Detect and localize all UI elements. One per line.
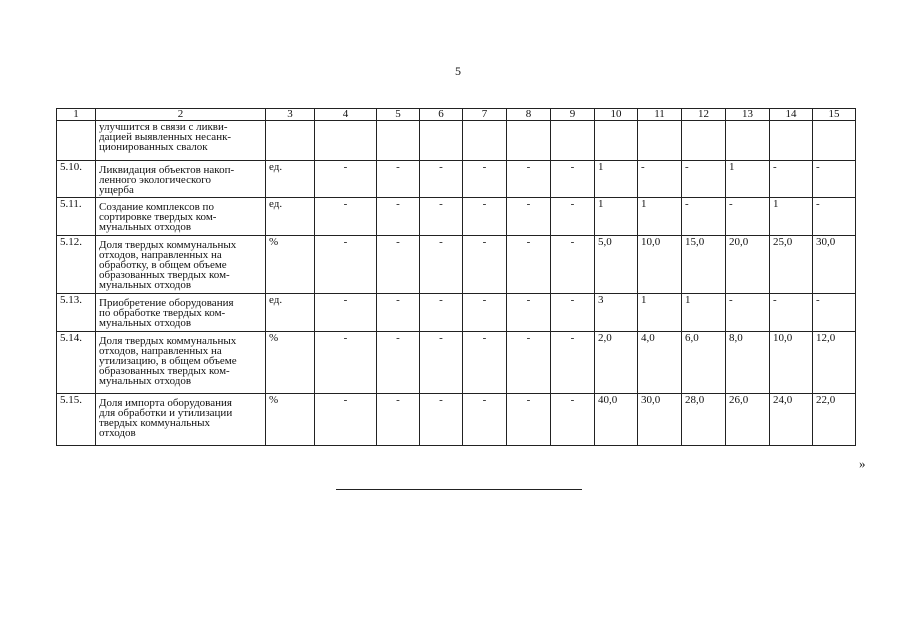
description-line: Создание комплексов по: [99, 201, 214, 213]
column-header-13: 13: [726, 109, 770, 121]
row-number: 5.15.: [57, 394, 96, 446]
value-cell-col-14: [770, 121, 813, 161]
column-header-8: 8: [507, 109, 551, 121]
value-cell-col-8: -: [507, 161, 551, 198]
table-row: [57, 236, 856, 294]
value-cell-col-15: 22,0: [813, 394, 856, 446]
value-cell-col-6: [420, 121, 463, 161]
indicators-table: [56, 108, 856, 446]
table-row: [57, 394, 856, 446]
value-cell-col-14: 10,0: [770, 332, 813, 394]
table-row: [57, 198, 856, 236]
value-cell-col-8: -: [507, 236, 551, 294]
row-unit: %: [266, 332, 315, 394]
row-number: 5.14.: [57, 332, 96, 394]
description-line: сортировке твердых ком-: [99, 211, 217, 223]
value-cell-col-15: 12,0: [813, 332, 856, 394]
value-cell-col-8: -: [507, 294, 551, 332]
value-cell-col-12: 15,0: [682, 236, 726, 294]
column-header-12: 12: [682, 109, 726, 121]
value-cell-col-7: -: [463, 394, 507, 446]
table-row: [57, 121, 856, 161]
row-number: 5.10.: [57, 161, 96, 198]
value-cell-col-4: -: [315, 332, 377, 394]
value-cell-col-13: [726, 121, 770, 161]
value-cell-col-11: [638, 121, 682, 161]
row-description: [96, 198, 266, 236]
end-divider-line: [336, 489, 582, 490]
column-header-10: 10: [595, 109, 638, 121]
column-header-5: 5: [377, 109, 420, 121]
value-cell-col-4: -: [315, 294, 377, 332]
value-cell-col-6: -: [420, 198, 463, 236]
value-cell-col-4: [315, 121, 377, 161]
description-line: Доля твердых коммунальных: [99, 335, 237, 347]
value-cell-col-5: -: [377, 294, 420, 332]
description-line: твердых коммунальных: [99, 417, 211, 429]
description-line: образованных твердых ком-: [99, 269, 230, 281]
value-cell-col-8: [507, 121, 551, 161]
value-cell-col-4: -: [315, 236, 377, 294]
value-cell-col-9: -: [551, 236, 595, 294]
row-description: [96, 161, 266, 198]
value-cell-col-10: 3: [595, 294, 638, 332]
value-cell-col-11: 30,0: [638, 394, 682, 446]
value-cell-col-14: -: [770, 161, 813, 198]
value-cell-col-5: -: [377, 236, 420, 294]
row-unit: [266, 121, 315, 161]
row-unit: %: [266, 236, 315, 294]
description-line: утилизацию, в общем объеме: [99, 355, 237, 367]
value-cell-col-9: -: [551, 394, 595, 446]
description-line: отходов, направленных на: [99, 249, 222, 261]
value-cell-col-11: 1: [638, 294, 682, 332]
column-header-15: 15: [813, 109, 856, 121]
column-header-7: 7: [463, 109, 507, 121]
value-cell-col-7: -: [463, 294, 507, 332]
value-cell-col-12: 28,0: [682, 394, 726, 446]
description-line: по обработке твердых ком-: [99, 307, 226, 319]
value-cell-col-9: -: [551, 161, 595, 198]
value-cell-col-10: 1: [595, 161, 638, 198]
description-line: ленного экологического: [99, 174, 211, 186]
value-cell-col-13: -: [726, 198, 770, 236]
description-line: ущерба: [99, 184, 134, 196]
row-description: [96, 294, 266, 332]
description-line: образованных твердых ком-: [99, 365, 230, 377]
value-cell-col-12: -: [682, 198, 726, 236]
value-cell-col-6: -: [420, 332, 463, 394]
value-cell-col-5: -: [377, 394, 420, 446]
value-cell-col-10: 40,0: [595, 394, 638, 446]
value-cell-col-6: -: [420, 236, 463, 294]
value-cell-col-6: -: [420, 394, 463, 446]
description-line: Ликвидация объектов накоп-: [99, 164, 235, 176]
value-cell-col-5: -: [377, 198, 420, 236]
value-cell-col-10: 1: [595, 198, 638, 236]
value-cell-col-13: -: [726, 294, 770, 332]
value-cell-col-12: 6,0: [682, 332, 726, 394]
value-cell-col-7: -: [463, 332, 507, 394]
value-cell-col-12: 1: [682, 294, 726, 332]
value-cell-col-9: -: [551, 294, 595, 332]
value-cell-col-15: -: [813, 294, 856, 332]
value-cell-col-15: -: [813, 161, 856, 198]
description-line: ционированных свалок: [99, 141, 208, 153]
table-row: [57, 294, 856, 332]
value-cell-col-10: [595, 121, 638, 161]
value-cell-col-12: -: [682, 161, 726, 198]
row-unit: %: [266, 394, 315, 446]
value-cell-col-11: 4,0: [638, 332, 682, 394]
value-cell-col-11: 10,0: [638, 236, 682, 294]
value-cell-col-9: [551, 121, 595, 161]
description-line: улучшится в связи с ликви-: [99, 121, 228, 133]
value-cell-col-13: 20,0: [726, 236, 770, 294]
value-cell-col-11: 1: [638, 198, 682, 236]
row-unit: ед.: [266, 198, 315, 236]
value-cell-col-13: 8,0: [726, 332, 770, 394]
column-header-4: 4: [315, 109, 377, 121]
description-line: мунальных отходов: [99, 279, 192, 291]
value-cell-col-14: 1: [770, 198, 813, 236]
page-number: 5: [455, 64, 461, 78]
value-cell-col-11: -: [638, 161, 682, 198]
column-header-3: 3: [266, 109, 315, 121]
value-cell-col-12: [682, 121, 726, 161]
value-cell-col-5: [377, 121, 420, 161]
table-row: [57, 161, 856, 198]
value-cell-col-9: -: [551, 198, 595, 236]
row-description: [96, 236, 266, 294]
row-description: [96, 121, 266, 161]
value-cell-col-14: 25,0: [770, 236, 813, 294]
value-cell-col-14: 24,0: [770, 394, 813, 446]
value-cell-col-8: -: [507, 198, 551, 236]
value-cell-col-7: -: [463, 161, 507, 198]
row-number: [57, 121, 96, 161]
column-header-1: 1: [57, 109, 96, 121]
value-cell-col-13: 26,0: [726, 394, 770, 446]
value-cell-col-8: -: [507, 332, 551, 394]
description-line: Приобретение оборудования: [99, 297, 234, 309]
value-cell-col-6: -: [420, 161, 463, 198]
description-line: мунальных отходов: [99, 317, 192, 329]
value-cell-col-6: -: [420, 294, 463, 332]
value-cell-col-15: 30,0: [813, 236, 856, 294]
description-line: мунальных отходов: [99, 375, 192, 387]
description-line: мунальных отходов: [99, 221, 192, 233]
value-cell-col-5: -: [377, 332, 420, 394]
description-line: для обработки и утилизации: [99, 407, 233, 419]
row-description: [96, 394, 266, 446]
value-cell-col-7: [463, 121, 507, 161]
table-row: [57, 332, 856, 394]
column-header-2: 2: [96, 109, 266, 121]
description-line: обработку, в общем объеме: [99, 259, 227, 271]
value-cell-col-7: -: [463, 236, 507, 294]
description-line: отходов, направленных на: [99, 345, 222, 357]
value-cell-col-10: 2,0: [595, 332, 638, 394]
value-cell-col-4: -: [315, 198, 377, 236]
value-cell-col-10: 5,0: [595, 236, 638, 294]
value-cell-col-5: -: [377, 161, 420, 198]
row-number: 5.12.: [57, 236, 96, 294]
header-row: [57, 109, 856, 121]
value-cell-col-13: 1: [726, 161, 770, 198]
description-line: Доля твердых коммунальных: [99, 239, 237, 251]
description-line: отходов: [99, 427, 136, 439]
value-cell-col-8: -: [507, 394, 551, 446]
row-unit: ед.: [266, 161, 315, 198]
value-cell-col-7: -: [463, 198, 507, 236]
column-header-14: 14: [770, 109, 813, 121]
column-header-11: 11: [638, 109, 682, 121]
value-cell-col-4: -: [315, 394, 377, 446]
value-cell-col-4: -: [315, 161, 377, 198]
value-cell-col-14: -: [770, 294, 813, 332]
value-cell-col-15: -: [813, 198, 856, 236]
value-cell-col-15: [813, 121, 856, 161]
row-unit: ед.: [266, 294, 315, 332]
row-number: 5.11.: [57, 198, 96, 236]
value-cell-col-9: -: [551, 332, 595, 394]
description-line: дацией выявленных несанк-: [99, 131, 232, 143]
column-header-9: 9: [551, 109, 595, 121]
closing-quote: »: [859, 456, 866, 471]
description-line: Доля импорта оборудования: [99, 397, 232, 409]
column-header-6: 6: [420, 109, 463, 121]
table-body: [57, 121, 856, 446]
row-description: [96, 332, 266, 394]
row-number: 5.13.: [57, 294, 96, 332]
